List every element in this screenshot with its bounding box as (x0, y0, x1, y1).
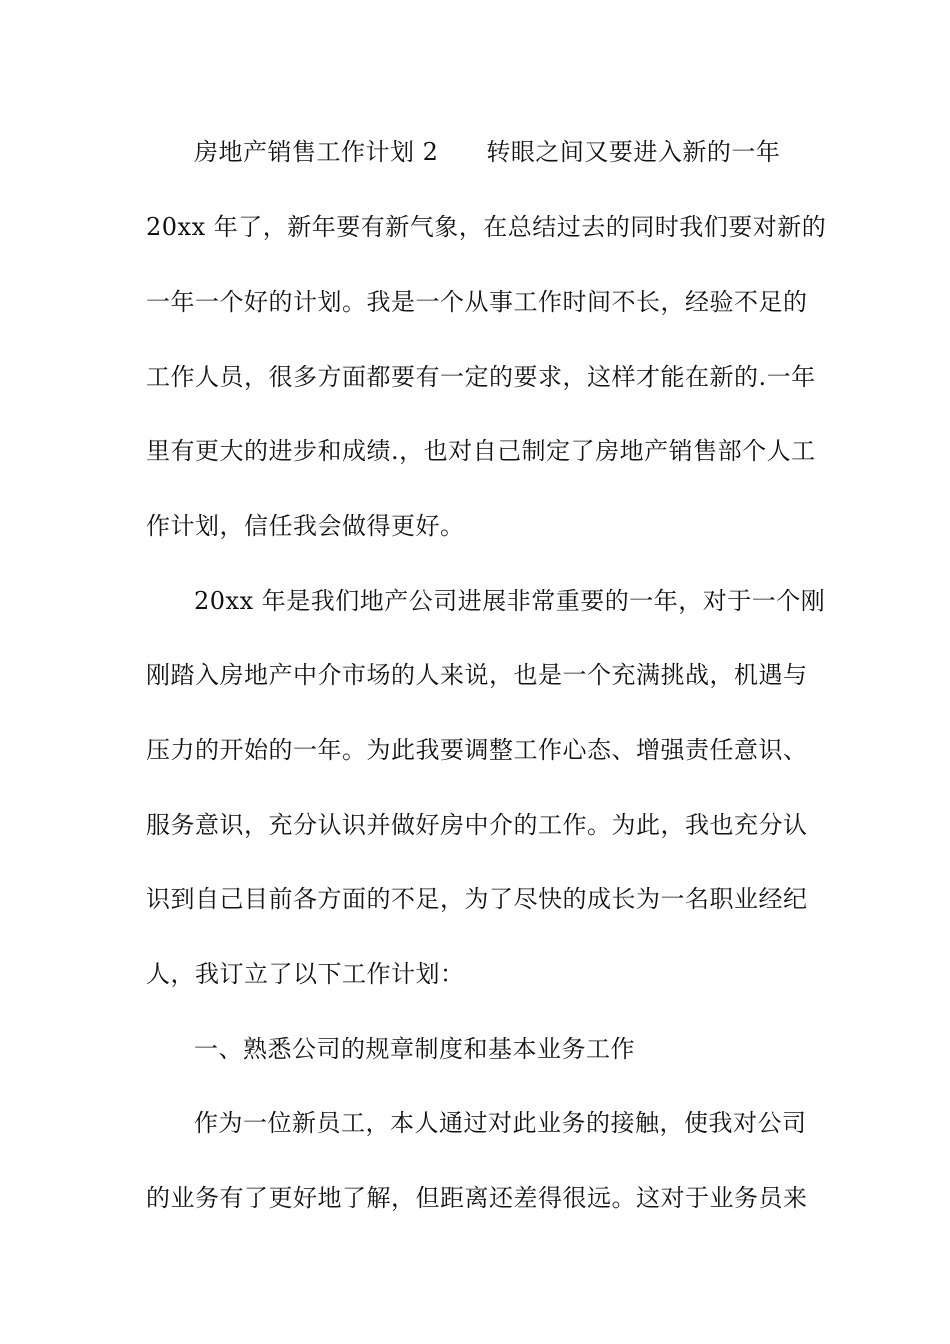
paragraph-1-line-6: 作计划，信任我会做得更好。 (146, 512, 465, 540)
paragraph-2-line-1: 20xx 年是我们地产公司进展非常重要的一年，对于一个刚 (194, 587, 826, 615)
paragraph-2-line-6: 人，我订立了以下工作计划： (146, 960, 465, 988)
paragraph-1-line-5: 里有更大的进步和成绩.，也对自己制定了房地产销售部个人工 (146, 437, 816, 465)
paragraph-2-line-5: 识到自己目前各方面的不足，为了尽快的成长为一名职业经纪 (146, 885, 808, 913)
paragraph-1-line-1 (194, 136, 810, 168)
paragraph-1-line-4: 工作人员，很多方面都要有一定的要求，这样才能在新的.一年 (146, 363, 816, 391)
paragraph-1-line-2: 20xx 年了，新年要有新气象，在总结过去的同时我们要对新的 (146, 213, 827, 241)
paragraph-2-line-2: 刚踏入房地产中介市场的人来说，也是一个充满挑战，机遇与 (146, 661, 808, 689)
paragraph-1-line-3: 一年一个好的计划。我是一个从事工作时间不长，经验不足的 (146, 288, 808, 316)
paragraph-2-line-3: 压力的开始的一年。为此我要调整工作心态、增强责任意识、 (146, 736, 808, 764)
paragraph-2-line-4: 服务意识，充分认识并做好房中介的工作。为此，我也充分认 (146, 811, 808, 839)
paragraph-4-line-1: 作为一位新员工，本人通过对此业务的接触，使我对公司 (194, 1109, 807, 1137)
document-title: 房地产销售工作计划 2 (194, 138, 439, 166)
paragraph-text: 转眼之间又要进入新的一年 (486, 138, 781, 166)
paragraph-4-line-2: 的业务有了更好地了解，但距离还差得很远。这对于业务员来 (146, 1184, 808, 1212)
section-heading: 一、熟悉公司的规章制度和基本业务工作 (194, 1035, 635, 1063)
